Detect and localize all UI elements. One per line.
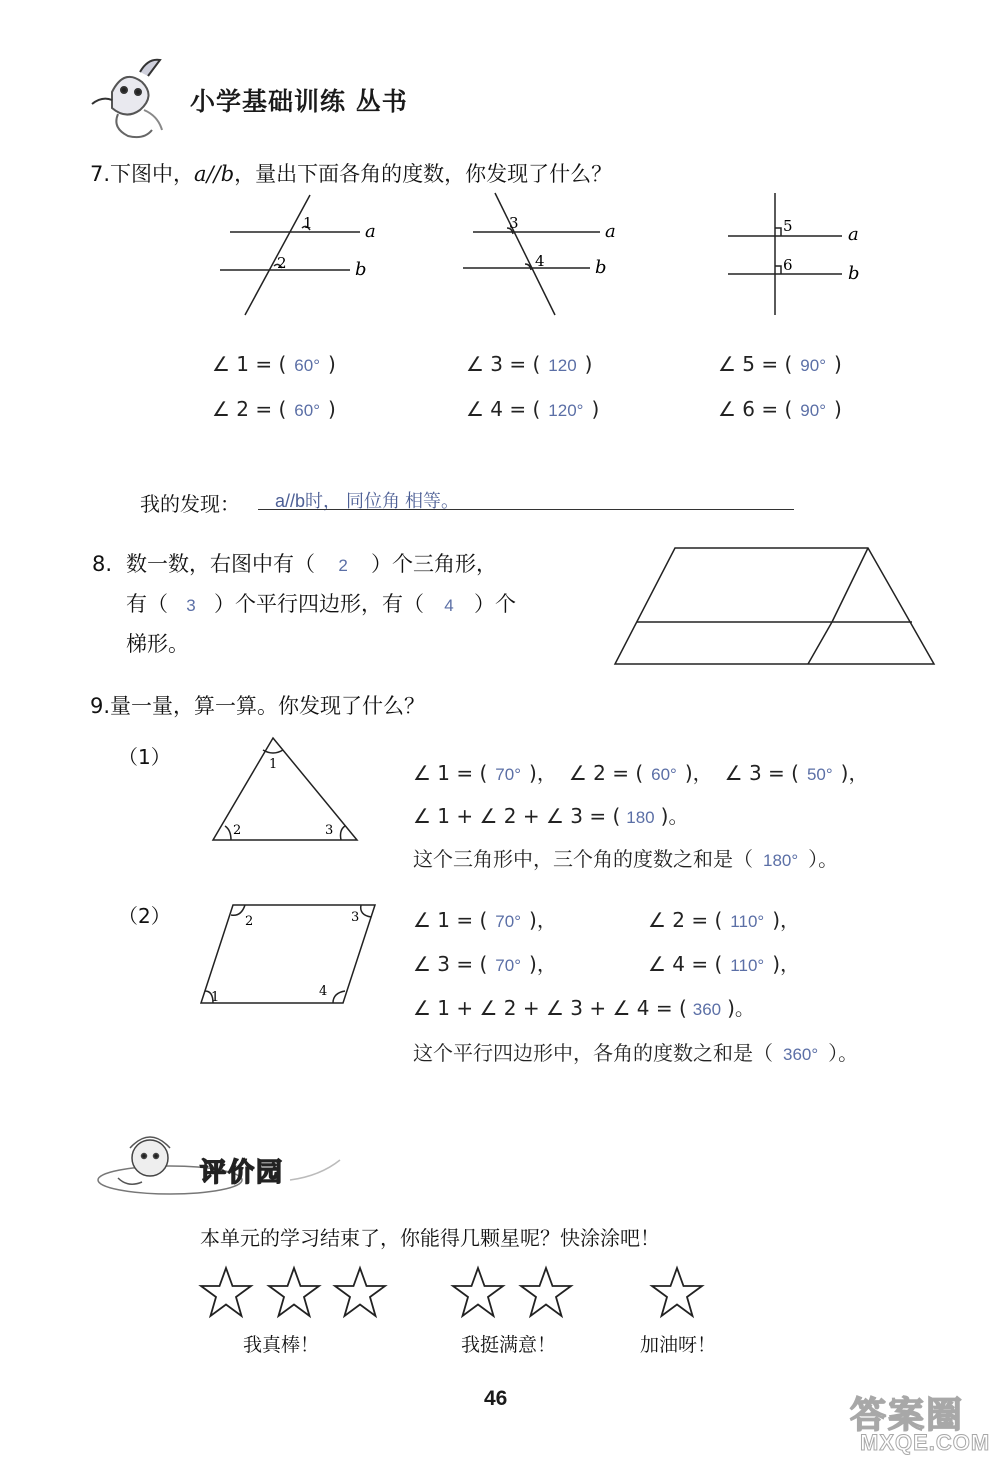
angle-label: ∠ 6 = ( [718,397,793,421]
angle-value: 70° [495,956,522,975]
tri-label-1: 1 [269,757,278,772]
paren-close: ) [834,397,842,421]
q9-part1-tag: （1） [118,745,171,769]
paren-close: ) [584,352,593,376]
q8-line-1 [92,548,497,578]
angle-label: ∠ 4 = ( [648,952,723,976]
angle-label: ∠ 5 = ( [718,352,793,376]
sum-value: 360 [692,1000,722,1019]
fig1-label-a: a [365,221,376,242]
q9-part2-tag: （2） [118,904,171,928]
q8-line-3: 梯形。 [126,632,189,656]
paren-close: ) [834,352,842,376]
q7-prompt-var: a//b [194,162,235,186]
q7-finding-label: 我的发现： [140,492,240,516]
watermark-url: MXQE.COM [860,1430,991,1455]
fig3-label-5: 5 [783,217,793,235]
star-icon[interactable] [201,1268,251,1316]
conclusion-text: 这个三角形中，三个角的度数之和是（ [413,847,753,871]
fig3-label-a: a [848,224,859,245]
angle-label: ∠ 2 = ( [568,761,644,785]
conclusion-value: 180° [763,851,799,870]
para-label-1: 1 [211,990,220,1005]
tri-label-2: 2 [233,823,242,838]
star-icon[interactable] [453,1268,503,1316]
paren-close: )。 [660,804,689,828]
q9-parallelogram-figure [195,895,385,1010]
q8-text: ）个平行四边形，有（ [214,592,424,616]
q7-answer-5 [718,352,842,376]
fig1-label-2: 2 [277,254,287,272]
paren-close: ）。 [808,847,839,871]
paren-close: )。 [727,996,755,1020]
paren-close: ）。 [828,1041,859,1065]
angle-label: ∠ 1 = ( [413,908,488,932]
star-icon[interactable] [521,1268,571,1316]
angle-label: ∠ 2 = ( [648,908,723,932]
q7-figure-3 [720,190,880,320]
fig2-label-4: 4 [535,252,545,270]
q7-prompt-post: ，量出下面各角的度数，你发现了什么？ [234,162,613,186]
sum-value: 180 [626,808,655,827]
sum-label: ∠ 1 + ∠ 2 + ∠ 3 = ( [413,804,621,828]
fig1-label-1: 1 [303,214,313,232]
sum-label: ∠ 1 + ∠ 2 + ∠ 3 + ∠ 4 = ( [413,996,687,1020]
q7-answer-3 [466,352,592,376]
series-title: 小学基础训练 丛书 [190,87,408,116]
page-number: 46 [484,1387,508,1410]
q7-finding-underline [258,509,794,510]
angle-value: 60° [294,356,321,375]
angle-value: 70° [495,912,522,931]
conclusion-value: 360° [783,1045,819,1064]
angle-value: 90° [800,356,827,375]
paren-close: )， [772,952,801,976]
q9-part1-sum [413,800,688,829]
q7-answer-1 [212,352,336,376]
angle-value: 90° [800,401,827,420]
q9-part1-row-1 [413,757,868,786]
star-icon[interactable] [335,1268,385,1316]
q7-figure-2 [455,190,635,320]
fig3-label-6: 6 [783,256,793,274]
q8-text: ）个 [474,592,516,616]
paren-close: )， [772,908,801,932]
q8-triangles-answer: 2 [338,556,348,575]
angle-value: 60° [294,401,321,420]
angle-value: 70° [495,765,522,784]
angle-label: ∠ 3 = ( [724,761,799,785]
q9-part2-a1 [413,904,557,933]
star-group-2 [446,1265,586,1325]
angle-value: 120 [548,356,577,375]
fig1-label-b: b [355,259,367,280]
q8-parallelograms-answer: 3 [186,596,196,615]
header-mascot [82,52,182,142]
paren-close: )， [684,761,713,785]
q9-part2-sum [413,992,755,1021]
watermark-logo: 答案圈 [850,1395,965,1436]
paren-close: ) [328,397,336,421]
q9-part2-a4 [648,948,800,977]
q8-text: 数一数，右图中有（ [126,552,316,576]
conclusion-text: 这个平行四边形中，各角的度数之和是（ [413,1041,773,1065]
angle-label: ∠ 1 = ( [413,761,488,785]
q8-number: 8. [92,552,113,576]
q8-text: 有（ [126,592,168,616]
angle-value: 110° [730,956,765,975]
fig2-label-b: b [595,257,607,278]
fig2-label-a: a [605,221,616,242]
q8-figure [610,540,940,670]
angle-value: 60° [651,765,677,784]
star-caption-3: 加油呀！ [640,1334,717,1356]
paren-close: ) [328,352,336,376]
angle-value: 50° [806,765,833,784]
star-icon[interactable] [652,1268,702,1316]
q7-prompt-pre: 下图中， [110,162,195,186]
q9-prompt: 9.量一量，算一算。你发现了什么？ [90,694,426,718]
eval-prompt: 本单元的学习结束了，你能得几颗星呢？快涂涂吧！ [200,1226,660,1250]
q9-triangle-figure [205,730,365,845]
q7-answer-6 [718,397,842,421]
fig3-label-b: b [848,263,860,284]
fig2-label-3: 3 [509,214,519,232]
q7-answer-4 [466,397,599,421]
angle-label: ∠ 1 = ( [212,352,287,376]
star-group-1 [196,1265,396,1325]
q9-part2-a2 [648,904,800,933]
paren-close: )， [840,761,869,785]
star-caption-2: 我挺满意！ [461,1334,557,1356]
q7-finding-value: a//b时， 同位角 相等。 [275,491,460,511]
q9-part2-conclusion [413,1037,858,1066]
eval-title: 评价园 [200,1158,285,1188]
q8-line-2 [126,588,516,618]
para-label-4: 4 [319,984,328,999]
star-caption-1: 我真棒！ [243,1334,320,1356]
paren-close: )， [529,908,557,932]
angle-value: 110° [730,912,765,931]
para-label-2: 2 [245,914,254,929]
star-icon[interactable] [269,1268,319,1316]
tri-label-3: 3 [325,823,334,838]
q7-figure-1 [210,190,390,320]
paren-close: )， [529,952,557,976]
angle-label: ∠ 3 = ( [413,952,488,976]
q8-trapezoids-answer: 4 [444,596,454,615]
para-label-3: 3 [351,910,360,925]
star-group-3 [645,1265,715,1325]
q9-part1-conclusion [413,843,838,872]
q9-part2-a3 [413,948,557,977]
angle-label: ∠ 3 = ( [466,352,541,376]
q7-answer-2 [212,397,336,421]
paren-close: )， [529,761,557,785]
paren-close: ) [591,397,600,421]
q7-prompt [90,158,612,188]
angle-label: ∠ 4 = ( [466,397,541,421]
angle-label: ∠ 2 = ( [212,397,287,421]
q8-text: ）个三角形， [371,552,498,576]
q7-number: 7. [90,162,111,186]
angle-value: 120° [548,401,584,420]
